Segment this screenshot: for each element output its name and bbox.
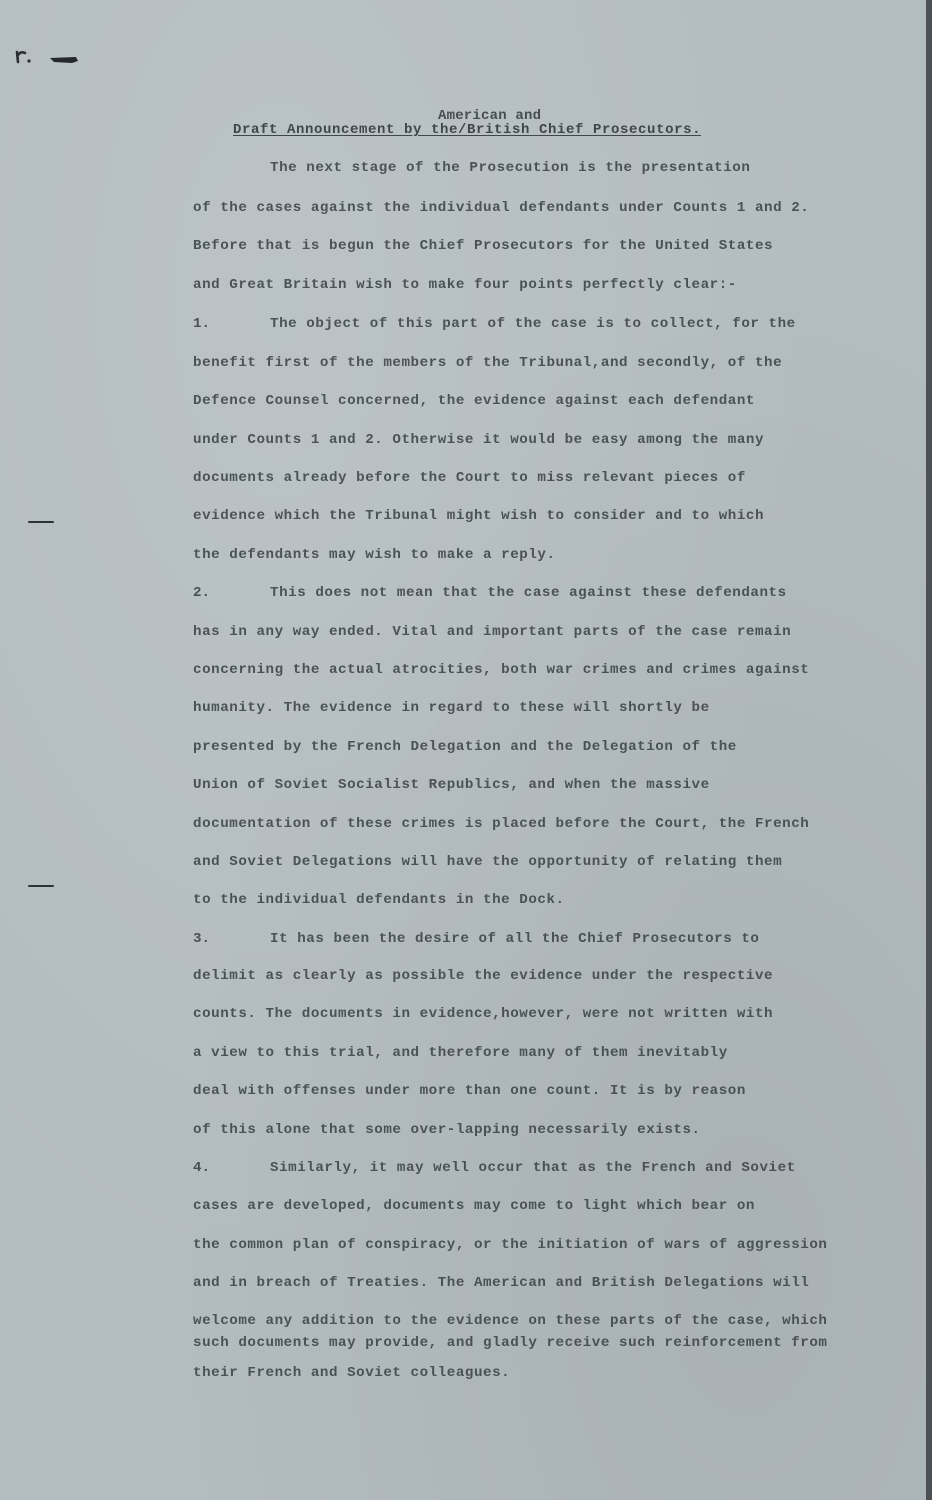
text-line: their French and Soviet colleagues. xyxy=(193,1365,511,1381)
text-line: the common plan of conspiracy, or the initiation of wars of aggression xyxy=(193,1237,828,1253)
text-line: of this alone that some over-lapping necessarily exists. xyxy=(193,1122,701,1138)
text-line: presented by the French Delegation and the Delegation of the xyxy=(193,739,737,755)
text-line: and in breach of Treaties. The American and British Delegations will xyxy=(193,1275,810,1291)
paragraph-number: 4. xyxy=(193,1160,211,1176)
margin-tick xyxy=(28,885,54,887)
text-line: The next stage of the Prosecution is the presentation xyxy=(270,160,751,176)
text-line: such documents may provide, and gladly receive such reinforcement from xyxy=(193,1335,828,1351)
handwritten-margin-mark xyxy=(14,46,84,68)
text-line: counts. The documents in evidence,however, were not written with xyxy=(193,1006,774,1022)
margin-tick xyxy=(28,521,54,523)
text-line: Defence Counsel concerned, the evidence against each defendant xyxy=(193,393,755,409)
paragraph-number: 2. xyxy=(193,585,211,601)
text-line: delimit as clearly as possible the evidence under the respective xyxy=(193,968,774,984)
text-line: a view to this trial, and therefore many of them inevitably xyxy=(193,1045,728,1061)
text-line: under Counts 1 and 2. Otherwise it would be easy among the many xyxy=(193,432,765,448)
text-line: documents already before the Court to miss relevant pieces of xyxy=(193,470,746,486)
text-line: benefit first of the members of the Tribunal,and secondly, of the xyxy=(193,355,783,371)
text-line: welcome any addition to the evidence on these parts of the case, which xyxy=(193,1313,828,1329)
text-line: Before that is begun the Chief Prosecutors for the United States xyxy=(193,238,774,254)
text-line: and Great Britain wish to make four points perfectly clear:- xyxy=(193,277,737,293)
text-line: Union of Soviet Socialist Republics, and when the massive xyxy=(193,777,710,793)
text-line: and Soviet Delegations will have the opportunity of relating them xyxy=(193,854,783,870)
text-line: deal with offenses under more than one count. It is by reason xyxy=(193,1083,746,1099)
text-line: The object of this part of the case is to collect, for the xyxy=(270,316,796,332)
text-line: the defendants may wish to make a reply. xyxy=(193,547,556,563)
text-line: to the individual defendants in the Dock. xyxy=(193,892,565,908)
text-line: documentation of these crimes is placed before the Court, the French xyxy=(193,816,810,832)
text-line: This does not mean that the case against these defendants xyxy=(270,585,787,601)
text-line: cases are developed, documents may come to light which bear on xyxy=(193,1198,755,1214)
page-title: Draft Announcement by the/British Chief Prosecutors. xyxy=(233,122,702,138)
text-line: evidence which the Tribunal might wish to consider and to which xyxy=(193,508,765,524)
text-line: It has been the desire of all the Chief Prosecutors to xyxy=(270,931,760,947)
paragraph-number: 1. xyxy=(193,316,211,332)
text-line: humanity. The evidence in regard to these will shortly be xyxy=(193,700,710,716)
text-line: concerning the actual atrocities, both war crimes and crimes against xyxy=(193,662,810,678)
paragraph-number: 3. xyxy=(193,931,211,947)
text-line: has in any way ended. Vital and important parts of the case remain xyxy=(193,624,792,640)
text-line: Similarly, it may well occur that as the French and Soviet xyxy=(270,1160,796,1176)
title-insertion: American and xyxy=(438,108,542,124)
scan-edge xyxy=(926,0,932,1500)
text-line: of the cases against the individual defendants under Counts 1 and 2. xyxy=(193,200,810,216)
